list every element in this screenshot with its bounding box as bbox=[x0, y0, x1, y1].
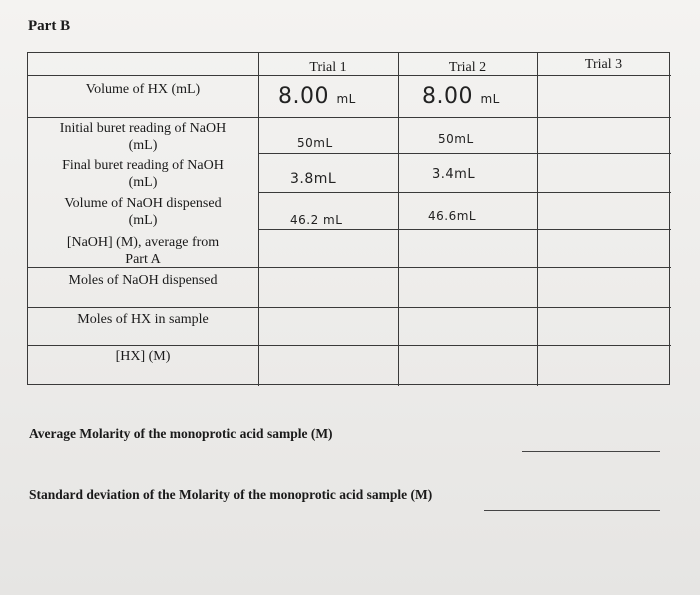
table-rule bbox=[537, 53, 538, 386]
cell-final-buret-trial-1: 3.8mL bbox=[290, 171, 337, 187]
row-label-line: (mL) bbox=[128, 175, 158, 190]
average-molarity-answer-line[interactable] bbox=[522, 451, 660, 452]
cell-volume-hx-trial-2 bbox=[422, 84, 500, 109]
table-rule bbox=[28, 345, 671, 346]
row-label-naoh-molarity bbox=[28, 234, 258, 268]
row-label-initial-buret bbox=[28, 120, 258, 154]
row-label-line: Part A bbox=[125, 252, 161, 267]
header-trial-2: Trial 2 bbox=[448, 60, 487, 75]
row-label-volume-hx: Volume of HX (mL) bbox=[85, 82, 201, 97]
row-label-line: Initial buret reading of NaOH bbox=[59, 121, 227, 136]
row-label-moles-hx: Moles of HX in sample bbox=[77, 312, 209, 327]
row-label-line: (mL) bbox=[128, 138, 158, 153]
row-label-moles-naoh: Moles of NaOH dispensed bbox=[68, 273, 218, 288]
row-label-hx-molarity: [HX] (M) bbox=[115, 349, 171, 364]
handwritten-value: 8.00 bbox=[422, 84, 473, 109]
table-rule bbox=[258, 229, 671, 230]
table-rule bbox=[28, 117, 671, 118]
handwritten-unit: mL bbox=[336, 92, 356, 106]
handwritten-value: 8.00 bbox=[278, 84, 329, 109]
header-trial-1: Trial 1 bbox=[309, 60, 347, 75]
row-label-line: Final buret reading of NaOH bbox=[62, 158, 224, 173]
cell-volume-naoh-trial-2: 46.6mL bbox=[428, 209, 477, 223]
row-label-line: [NaOH] (M), average from bbox=[66, 235, 220, 250]
std-deviation-label: Standard deviation of the Molarity of the monoprotic acid sample (M) bbox=[29, 487, 433, 502]
average-molarity-label: Average Molarity of the monoprotic acid sample (M) bbox=[29, 426, 333, 441]
table-rule bbox=[258, 153, 671, 154]
table-rule bbox=[258, 53, 259, 386]
row-label-line: Volume of NaOH dispensed bbox=[64, 196, 222, 211]
cell-volume-naoh-trial-1: 46.2 mL bbox=[290, 213, 343, 227]
cell-initial-buret-trial-1: 50mL bbox=[297, 136, 333, 150]
cell-volume-hx-trial-1 bbox=[278, 84, 356, 109]
cell-initial-buret-trial-2: 50mL bbox=[438, 132, 474, 146]
table-rule bbox=[258, 192, 671, 193]
std-deviation-answer-line[interactable] bbox=[484, 510, 660, 511]
row-label-final-buret bbox=[28, 157, 258, 191]
cell-final-buret-trial-2: 3.4mL bbox=[432, 167, 476, 182]
row-label-line: (mL) bbox=[128, 213, 158, 228]
header-trial-3: Trial 3 bbox=[584, 57, 623, 72]
table-rule bbox=[398, 53, 399, 386]
handwritten-unit: mL bbox=[480, 92, 500, 106]
part-title: Part B bbox=[28, 18, 71, 34]
row-label-volume-naoh bbox=[28, 195, 258, 229]
table-rule bbox=[28, 307, 671, 308]
